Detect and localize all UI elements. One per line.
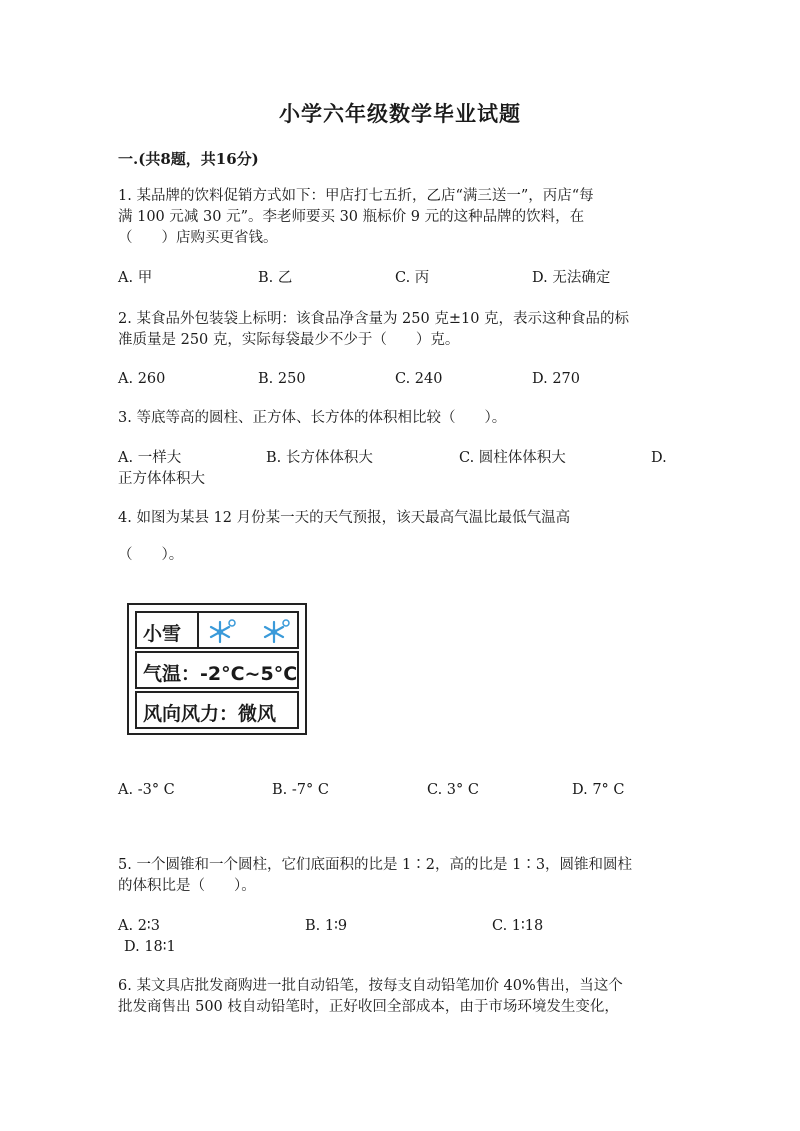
question-1 (118, 186, 678, 249)
q1-option-a[interactable]: A. 甲 (118, 270, 153, 286)
q3-option-d-text[interactable]: 正方体体积大 (118, 471, 205, 487)
question-2-line-1: 2. 某食品外包装袋上标明：该食品净含量为 250 克±10 克，表示这种食品的标 (118, 311, 630, 327)
q5-option-c[interactable]: C. 1∶18 (492, 918, 544, 934)
q1-option-c[interactable]: C. 丙 (395, 270, 430, 286)
q3-option-b[interactable]: B. 长方体体积大 (266, 450, 373, 466)
q3-option-c[interactable]: C. 圆柱体体积大 (459, 450, 566, 466)
question-6-line-1: 6. 某文具店批发商购进一批自动铅笔，按每支自动铅笔加价 40%售出，当这个 (118, 978, 623, 994)
question-6 (118, 976, 678, 1018)
question-4 (118, 508, 678, 529)
snow-icon (207, 618, 237, 644)
weather-condition-label: 小雪 (143, 623, 182, 645)
q2-option-b[interactable]: B. 250 (258, 371, 306, 387)
question-2-line-2: 准质量是 250 克，实际每袋最少不少于（ ）克。 (118, 332, 460, 348)
question-1-line-2: 满 100 元减 30 元”。李老师要买 30 瓶标价 9 元的这种品牌的饮料，在 (118, 209, 585, 225)
question-5-line-2: 的体积比是（ ）。 (118, 878, 256, 894)
weather-row-condition (135, 611, 299, 649)
section-heading: 一.(共8题，共16分) (118, 150, 259, 168)
question-1-line-3: （ ）店购买更省钱。 (118, 230, 278, 246)
question-4-line-2: （ ）。 (118, 547, 184, 563)
q3-option-a[interactable]: A. 一样大 (118, 450, 182, 466)
q2-option-a[interactable]: A. 260 (118, 371, 166, 387)
weather-wind-label: 风向风力：微风 (143, 703, 277, 725)
question-3 (118, 408, 678, 429)
weather-forecast-figure (127, 603, 307, 735)
question-5-line-1: 5. 一个圆锥和一个圆柱，它们底面积的比是 1∶2，高的比是 1∶3，圆锥和圆柱 (118, 857, 633, 873)
weather-row-temperature (135, 651, 299, 689)
question-5 (118, 855, 678, 897)
q1-option-d[interactable]: D. 无法确定 (532, 270, 611, 286)
q2-option-c[interactable]: C. 240 (395, 371, 443, 387)
question-3-line-1: 3. 等底等高的圆柱、正方体、长方体的体积相比较（ ）。 (118, 410, 507, 426)
question-4-blank (118, 545, 678, 566)
question-6-line-2: 批发商售出 500 枝自动铅笔时，正好收回全部成本，由于市场环境发生变化， (118, 999, 619, 1015)
q3-option-d-label[interactable]: D. (651, 450, 667, 466)
question-1-line-1: 1. 某品牌的饮料促销方式如下：甲店打七五折，乙店“满三送一”，丙店“每 (118, 188, 594, 204)
weather-divider (197, 613, 199, 647)
snow-icon (261, 618, 291, 644)
weather-temperature-label: 气温：-2°C~5°C (143, 663, 298, 685)
page-title: 小学六年级数学毕业试题 (279, 101, 521, 126)
q4-option-c[interactable]: C. 3° C (427, 782, 479, 798)
q4-option-b[interactable]: B. -7° C (272, 782, 329, 798)
q4-option-d[interactable]: D. 7° C (572, 782, 625, 798)
q5-option-d[interactable]: D. 18∶1 (124, 939, 176, 955)
q1-option-b[interactable]: B. 乙 (258, 270, 293, 286)
q2-option-d[interactable]: D. 270 (532, 371, 581, 387)
q4-option-a[interactable]: A. -3° C (118, 782, 175, 798)
question-4-line-1: 4. 如图为某县 12 月份某一天的天气预报，该天最高气温比最低气温高 (118, 510, 571, 526)
q5-option-b[interactable]: B. 1∶9 (305, 918, 348, 934)
q5-option-a[interactable]: A. 2∶3 (118, 918, 160, 934)
question-2 (118, 309, 678, 351)
weather-row-wind (135, 691, 299, 729)
